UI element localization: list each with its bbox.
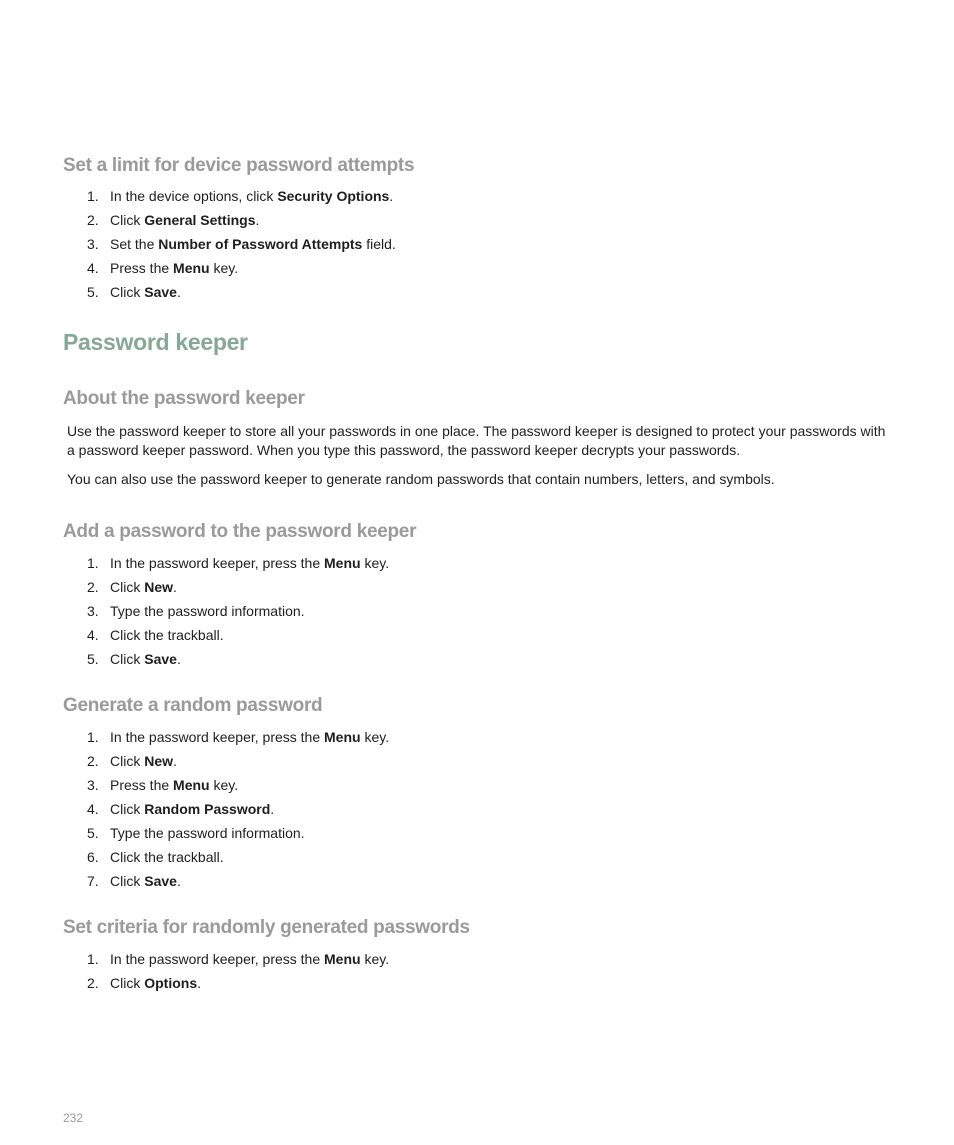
ui-label-emphasis: Menu [173,777,210,793]
ui-label-emphasis: Save [144,651,177,667]
section-heading-about-keeper: About the password keeper [63,388,305,409]
step-text [110,623,224,647]
ui-label-emphasis: Security Options [277,188,390,204]
step-number: 5. [87,651,99,667]
step-text [110,280,181,304]
step-text-plain: Click [110,975,145,991]
step-text [110,599,305,623]
step-number: 2. [87,579,99,595]
step-number: 4. [87,801,99,817]
step-number: 4. [87,260,99,276]
step-text-plain: Click [110,284,145,300]
step-text-plain: In the password keeper, press the [110,951,325,967]
step-text-plain: Click the trackball. [110,849,224,865]
step-text-plain: . [176,284,181,300]
step-text-plain: Click the trackball. [110,627,224,643]
step-text-plain: . [176,873,181,889]
paragraph: Use the password keeper to store all your passwords in one place. The password keeper is designed to protect your passwords with a password keeper password. When you type this password, the password keeper decrypts your passwords. [67,423,886,458]
step-text [110,797,274,821]
step-text-plain: Click [110,873,145,889]
ui-label-emphasis: General Settings [144,212,256,228]
section-heading-limit-attempts: Set a limit for device password attempts [63,155,415,176]
step-text-plain: key. [360,951,390,967]
step-text [110,208,259,232]
step-text-plain: . [197,975,202,991]
step-number: 7. [87,873,99,889]
ui-label-emphasis: Menu [324,729,361,745]
step-text-plain: Click [110,651,145,667]
step-text [110,647,181,671]
ui-label-emphasis: New [144,579,174,595]
ui-label-emphasis: Menu [324,951,361,967]
step-text-plain: Click [110,212,145,228]
step-number: 6. [87,849,99,865]
step-text-plain: Press the [110,260,174,276]
step-text-plain: . [270,801,275,817]
step-text [110,947,389,971]
step-text [110,749,177,773]
step-text [110,869,181,893]
ui-label-emphasis: Save [144,873,177,889]
section-heading-add-password: Add a password to the password keeper [63,521,417,542]
step-number: 2. [87,212,99,228]
step-text-plain: Click [110,579,145,595]
step-number: 3. [87,236,99,252]
step-text-plain: key. [209,260,239,276]
step-text [110,551,389,575]
step-text-plain: . [255,212,260,228]
ui-label-emphasis: Random Password [144,801,271,817]
step-text [110,773,238,797]
step-number: 3. [87,603,99,619]
step-text-plain: . [173,579,177,595]
step-text [110,184,393,208]
step-text [110,232,396,256]
step-text-plain: key. [360,555,390,571]
chapter-heading-password-keeper: Password keeper [63,329,248,355]
section-heading-set-criteria: Set criteria for randomly generated passwords [63,917,470,938]
step-number: 1. [87,555,99,571]
step-text-plain: key. [360,729,390,745]
step-number: 5. [87,284,99,300]
step-text-plain: In the password keeper, press the [110,555,325,571]
step-text [110,821,305,845]
step-text-plain: Type the password information. [110,825,305,841]
step-text-plain: key. [209,777,239,793]
section-heading-generate-random: Generate a random password [63,695,323,716]
step-text-plain: Press the [110,777,174,793]
step-text-plain: Type the password information. [110,603,305,619]
step-number: 4. [87,627,99,643]
step-text [110,575,177,599]
step-text-plain: In the device options, click [110,188,278,204]
step-text-plain: . [173,753,177,769]
ui-label-emphasis: Menu [173,260,210,276]
ui-label-emphasis: Save [144,284,177,300]
step-text-plain: Click [110,801,145,817]
step-number: 2. [87,753,99,769]
step-number: 1. [87,951,99,967]
ui-label-emphasis: Number of Password Attempts [158,236,363,252]
step-text [110,725,389,749]
step-text-plain: Set the [110,236,159,252]
step-text [110,971,201,995]
step-text-plain: Click [110,753,145,769]
step-text-plain: . [176,651,181,667]
step-text-plain: field. [362,236,396,252]
ui-label-emphasis: Options [144,975,198,991]
ui-label-emphasis: Menu [324,555,361,571]
step-text [110,256,238,280]
step-text-plain: . [389,188,394,204]
step-text [110,845,224,869]
paragraph: You can also use the password keeper to generate random passwords that contain numbers, letters, and symbols. [67,471,775,487]
step-text-plain: In the password keeper, press the [110,729,325,745]
ui-label-emphasis: New [144,753,174,769]
step-number: 3. [87,777,99,793]
step-number: 2. [87,975,99,991]
step-number: 1. [87,188,99,204]
page-number: 232 [63,1111,84,1125]
step-number: 1. [87,729,99,745]
step-number: 5. [87,825,99,841]
